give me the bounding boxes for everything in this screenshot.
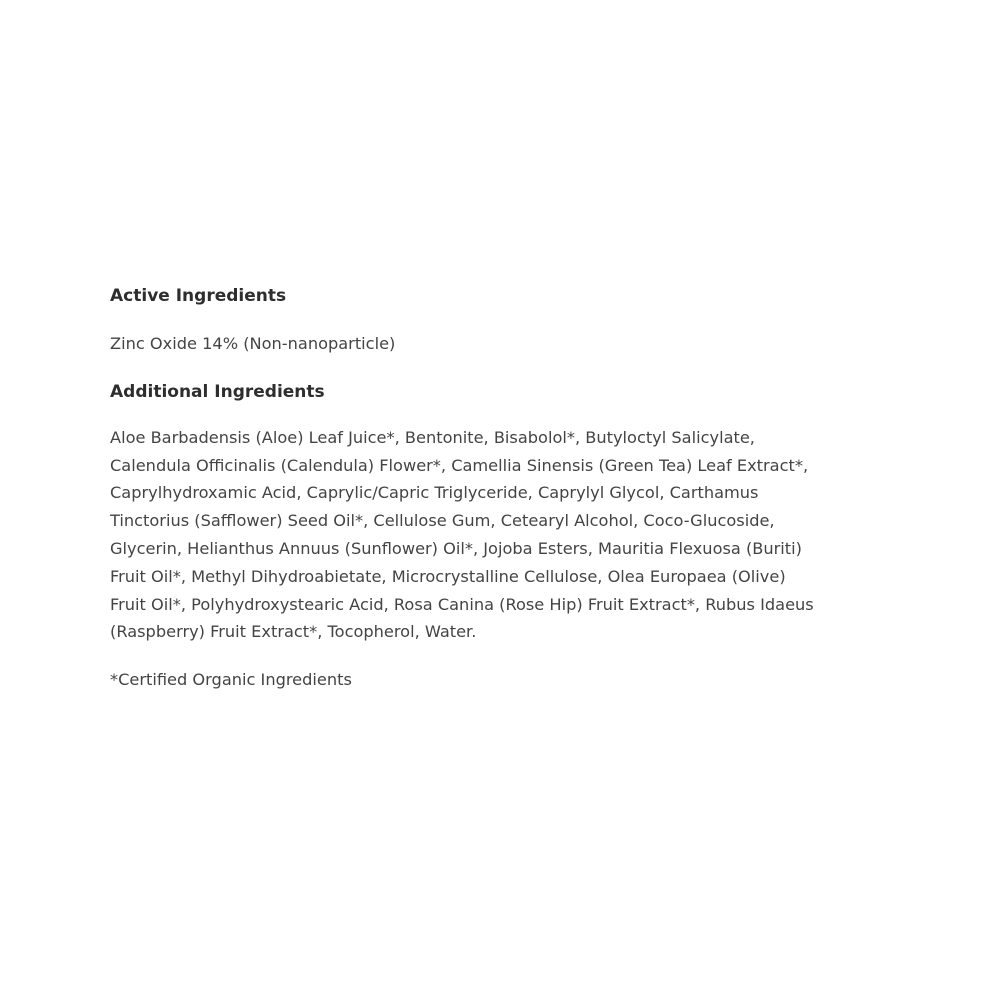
additional-ingredients-heading: Additional Ingredients [110, 381, 325, 402]
organic-footnote: *Certified Organic Ingredients [110, 670, 352, 690]
ingredient-line: Fruit Oil*, Methyl Dihydroabietate, Microcrystalline Cellulose, Olea Europaea (Olive) [110, 566, 786, 586]
ingredient-line: Tinctorius (Safflower) Seed Oil*, Cellulose Gum, Cetearyl Alcohol, Coco-Glucoside, [110, 511, 775, 531]
active-ingredients-heading: Active Ingredients [110, 286, 287, 306]
ingredients-panel [110, 284, 900, 694]
ingredient-line: Caprylhydroxamic Acid, Caprylic/Capric Triglyceride, Caprylyl Glycol, Carthamus [110, 483, 759, 503]
additional-ingredients-list [110, 424, 900, 646]
active-ingredients-value: Zinc Oxide 14% (Non-nanoparticle) [110, 334, 396, 353]
ingredient-line: (Raspberry) Fruit Extract*, Tocopherol, Water. [110, 622, 477, 642]
ingredient-line: Aloe Barbadensis (Aloe) Leaf Juice*, Bentonite, Bisabolol*, Butyloctyl Salicylate, [110, 427, 755, 447]
ingredient-line: Fruit Oil*, Polyhydroxystearic Acid, Rosa Canina (Rose Hip) Fruit Extract*, Rubus Idaeus [110, 594, 814, 614]
ingredient-line: Glycerin, Helianthus Annuus (Sunflower) Oil*, Jojoba Esters, Mauritia Flexuosa (Buriti) [110, 538, 802, 558]
ingredient-line: Calendula Officinalis (Calendula) Flower*, Camellia Sinensis (Green Tea) Leaf Extract*, [110, 455, 809, 475]
